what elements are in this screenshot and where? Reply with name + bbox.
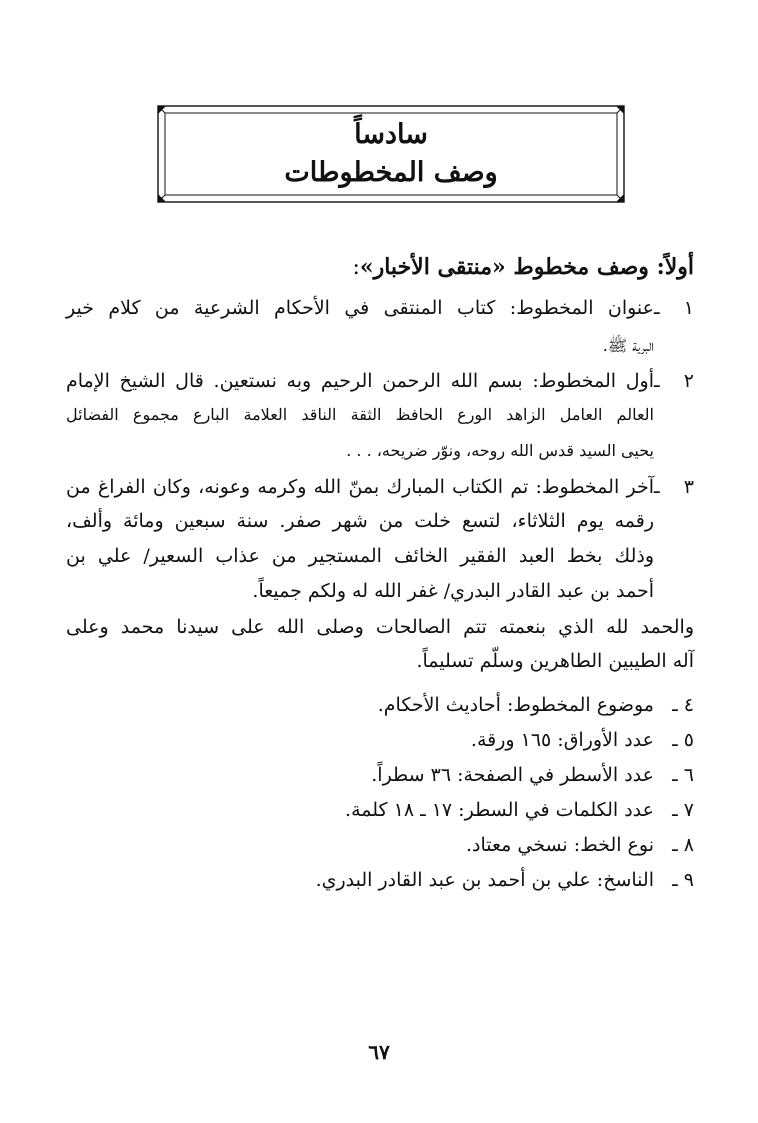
item-2-line-2 [66,400,694,430]
heading-title: وصف مخطوط «منتقى الأخبار» [359,254,649,280]
item-text: الناسخ: علي بن أحمد بن عبد القادر البدري. [315,869,654,891]
item-7 [345,795,694,825]
item-text: العالم العامل الزاهد الورع الحافظ الثقة الناقد العلامة البارع مجموع الفضائل [66,405,654,424]
item-text: البرية ﷺ. [602,336,654,355]
item-text: موضوع المخطوط: أحاديث الأحكام. [377,694,654,716]
item-4 [378,690,694,720]
item-number: ٤ ـ [672,694,694,716]
item-3-line-3 [66,541,694,571]
item-number: ٣ ـ [654,476,694,498]
item-5 [471,725,694,755]
item-text: عدد الكلمات في السطر: ١٧ ـ ١٨ كلمة. [345,799,654,821]
subsection-heading [352,250,694,285]
item-text: والحمد لله الذي بنعمته تتم الصالحات وصلى الله على سيدنا محمد وعلى [66,616,694,638]
item-number: ٨ ـ [672,834,694,856]
item-3-line-2 [66,506,694,536]
item-3-line-6 [416,646,694,676]
item-text: آخر المخطوط: تم الكتاب المبارك بمنّ الله وكرمه وعونه، وكان الفراغ من [66,476,654,498]
item-text: عدد الأوراق: ١٦٥ ورقة. [470,729,654,751]
item-1-line-1 [66,293,694,323]
item-number: ٢ ـ [654,370,694,392]
heading-colon: : [352,255,360,280]
title-frame [156,103,626,205]
page-number: ٦٧ [368,1040,390,1064]
item-2-line-3 [346,436,694,466]
item-3-line-1 [66,472,694,502]
item-text: نوع الخط: نسخي معتاد. [465,834,654,856]
item-text: وذلك بخط العبد الفقير الخائف المستجير من عذاب السعير/ علي بن [66,545,654,567]
item-number: ٧ ـ [672,799,694,821]
heading-number: أولاً: [656,254,694,280]
item-6 [371,760,694,790]
item-text: يحيى السيد قدس الله روحه، ونوّر ضريحه، . . . [346,441,654,460]
item-8 [466,830,694,860]
item-3-line-5 [66,612,694,642]
item-1-line-2 [603,331,694,361]
item-number: ١ ـ [654,297,694,319]
item-9 [316,865,694,895]
item-text: عنوان المخطوط: كتاب المنتقى في الأحكام الشرعية من كلام خير [66,297,654,319]
item-number: ٩ ـ [672,869,694,891]
item-text: أول المخطوط: بسم الله الرحمن الرحيم وبه نستعين. قال الشيخ الإمام [66,370,654,392]
item-text: رقمه يوم الثلاثاء، لتسع خلت من شهر صفر. سنة سبعين ومائة وألف، [66,510,654,532]
item-text: عدد الأسطر في الصفحة: ٣٦ سطراً. [371,764,654,786]
item-text: أحمد بن عبد القادر البدري/ غفر الله له ولكم جميعاً. [252,580,654,602]
item-number: ٦ ـ [672,764,694,786]
item-3-line-4 [252,576,694,606]
item-text: آله الطيبين الطاهرين وسلّم تسليماً. [416,650,694,672]
item-number: ٥ ـ [672,729,694,751]
section-subtitle: وصف المخطوطات [284,157,498,188]
item-2-line-1 [66,366,694,396]
section-title: سادساً [354,119,428,150]
